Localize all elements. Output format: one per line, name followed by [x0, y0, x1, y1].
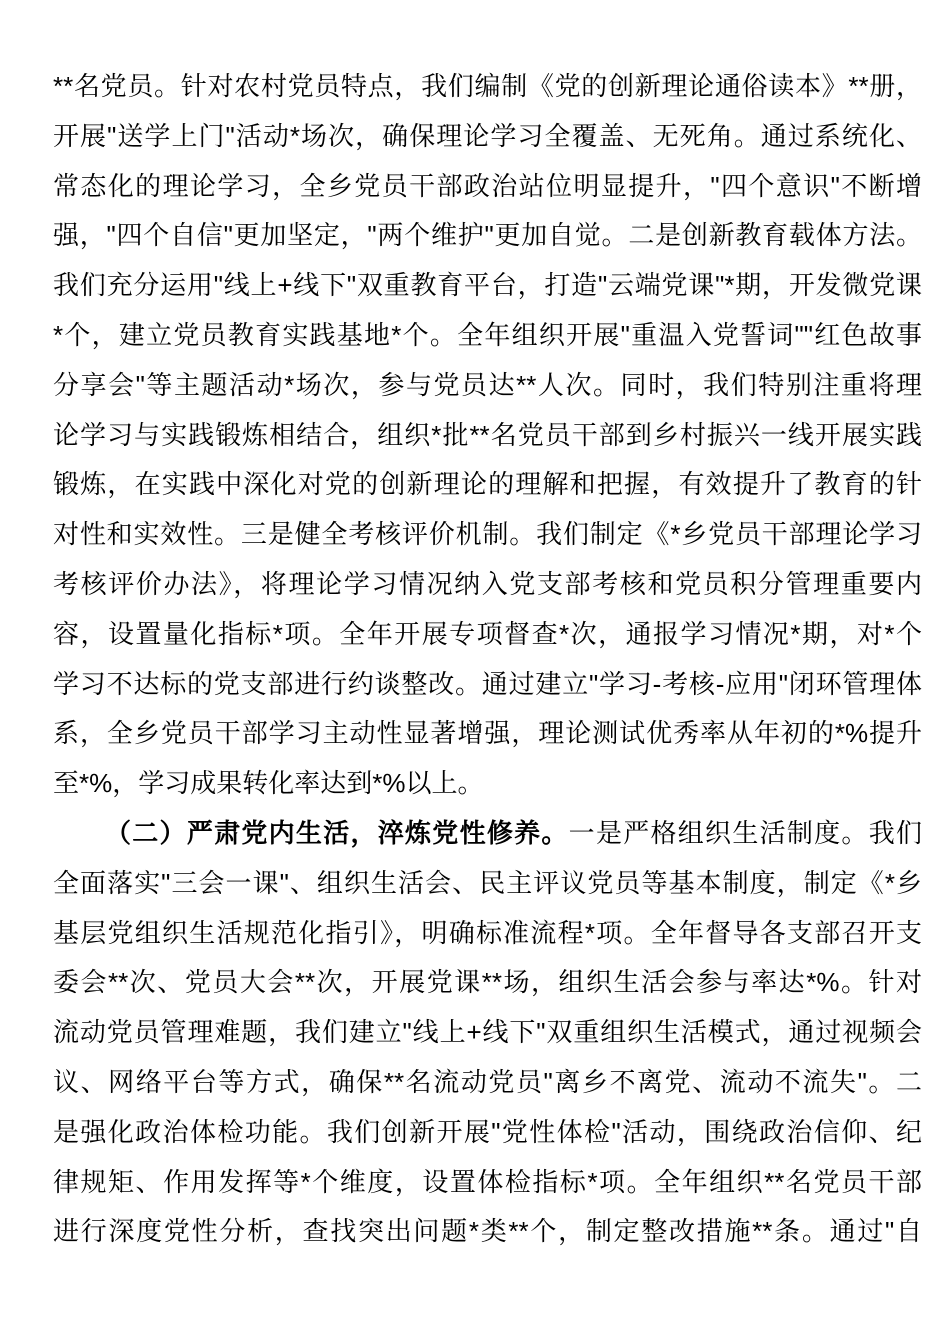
- paragraph-end-line: 至*%，学习成果转化率达到*%以上。: [53, 768, 484, 799]
- text-line: **名党员。针对农村党员特点，我们编制《党的创新理论通俗读本》**册，: [53, 71, 922, 101]
- text-line: [53, 809, 922, 859]
- text-line: 系，全乡党员干部学习主动性显著增强，理论测试优秀率从年初的*%提升: [53, 718, 922, 749]
- text-line: 考核评价办法》，将理论学习情况纳入党支部考核和党员积分管理重要内: [53, 568, 922, 599]
- text-line: 锻炼，在实践中深化对党的创新理论的理解和把握，有效提升了教育的针: [53, 469, 922, 500]
- text-line: 开展"送学上门"活动*场次，确保理论学习全覆盖、无死角。通过系统化、: [53, 120, 922, 151]
- text-run: 一是严格组织生活制度。我们: [568, 817, 922, 848]
- text-line: 委会**次、党员大会**次，开展党课**场，组织生活会参与率达*%。针对: [53, 967, 922, 998]
- text-line: 进行深度党性分析，查找突出问题*类**个，制定整改措施**条。通过"自: [53, 1216, 922, 1247]
- text-line: 对性和实效性。三是健全考核评价机制。我们制定《*乡党员干部理论学习: [53, 519, 922, 550]
- text-line: 是强化政治体检功能。我们创新开展"党性体检"活动，围绕政治信仰、纪: [53, 1116, 922, 1147]
- text-line: 常态化的理论学习，全乡党员干部政治站位明显提升，"四个意识"不断增: [53, 170, 922, 201]
- text-line: *个，建立党员教育实践基地*个。全年组织开展"重温入党誓词""红色故事: [53, 319, 922, 350]
- text-line: 全面落实"三会一课"、组织生活会、民主评议党员等基本制度，制定《*乡: [53, 867, 922, 898]
- text-line: 强，"四个自信"更加坚定，"两个维护"更加自觉。二是创新教育载体方法。: [53, 220, 922, 251]
- text-line: 容，设置量化指标*项。全年开展专项督查*次，通报学习情况*期，对*个: [53, 618, 922, 649]
- text-line: 基层党组织生活规范化指引》，明确标准流程*项。全年督导各支部召开支: [53, 917, 922, 948]
- text-line: 议、网络平台等方式，确保**名流动党员"离乡不离党、流动不流失"。二: [53, 1066, 922, 1097]
- text-line: 我们充分运用"线上+线下"双重教育平台，打造"云端党课"*期，开发微党课: [53, 270, 922, 301]
- text-line: 学习不达标的党支部进行约谈整改。通过建立"学习-考核-应用"闭环管理体: [53, 668, 922, 699]
- section-heading: （二）严肃党内生活，淬炼党性修养。: [105, 817, 569, 848]
- text-line: 律规矩、作用发挥等*个维度，设置体检指标*项。全年组织**名党员干部: [53, 1166, 922, 1197]
- text-line: 分享会"等主题活动*场次，参与党员达**人次。同时，我们特别注重将理: [53, 369, 922, 400]
- text-line: 论学习与实践锻炼相结合，组织*批**名党员干部到乡村振兴一线开展实践: [53, 419, 922, 450]
- text-line: 流动党员管理难题，我们建立"线上+线下"双重组织生活模式，通过视频会: [53, 1017, 922, 1048]
